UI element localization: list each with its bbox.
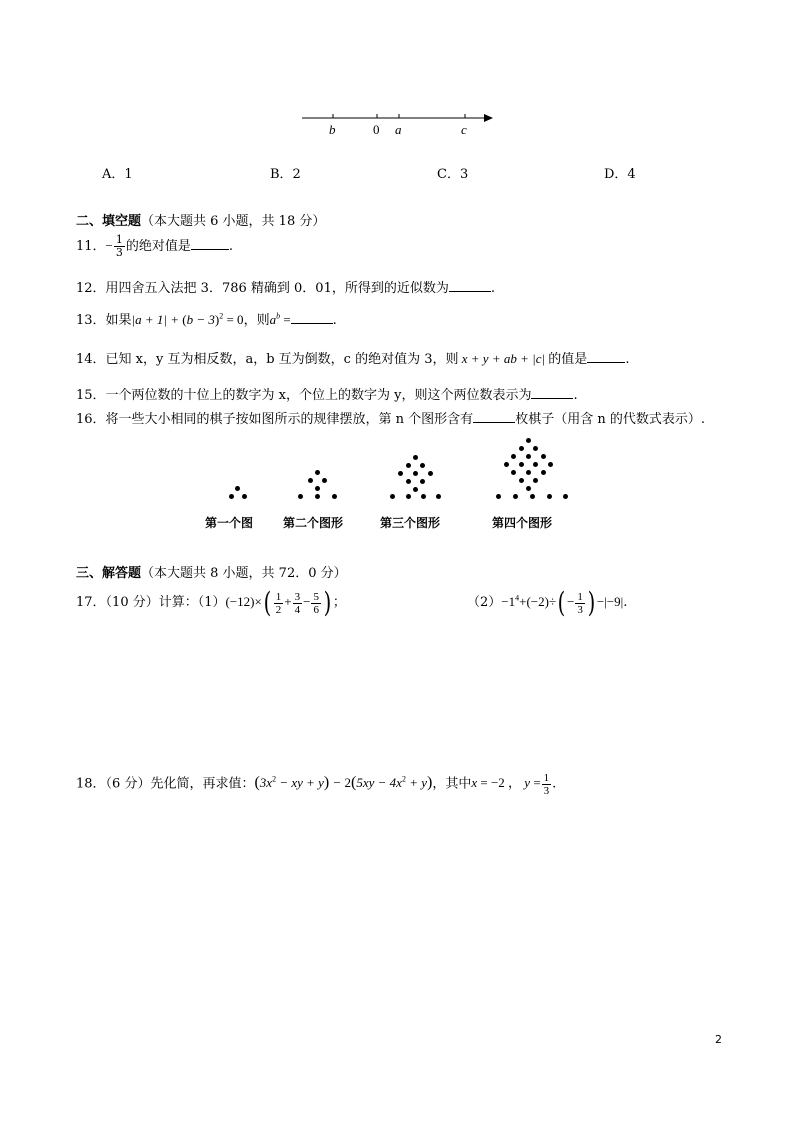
answer-blank [473,410,515,423]
q15-end: . [573,388,578,403]
question-17-part-2 [467,586,628,619]
q13-expr: $a^b$ = [269,311,291,327]
figure-4-dot [533,446,538,451]
figure-3-dot [390,494,395,499]
section2-heading [76,210,325,229]
figure-4-dot [526,454,531,459]
q14-text: 14．已知 x，y 互为相反数，a，b 互为倒数，c 的绝对值为 3，则 [76,352,459,367]
figure-caption-4: 第四个图形 [492,516,553,530]
figure-3-dot [413,471,418,476]
figure-1-dot [242,494,247,499]
question-11: 11．− $\frac{1}{3}$ 的绝对值是 . [76,233,234,259]
figure-4-dot [496,494,501,499]
q13-cond: ，则 [243,313,270,328]
q17-expr-1: (−12)×( $\frac{1}{2}$ + $\frac{3}{4}$ − $\frac{5}{6}$ ) [225,586,332,619]
section2-note: （本大题共 6 小题，共 18 分） [141,214,326,229]
figure-4-dot [526,438,531,443]
figure-3-dot [420,479,425,484]
figure-4-dot [519,446,524,451]
q16-text: 16．将一些大小相同的棋子按如图所示的规律摆放，第 n 个图形含有 [76,412,474,427]
q14-end: . [625,352,630,367]
question-18 [76,772,556,797]
figure-4-dot [526,486,531,491]
figure-4-dot [563,494,568,499]
number-line-label-c: c [461,122,467,137]
figure-2-dot [308,478,313,483]
figure-caption-2: 第二个图形 [283,516,344,530]
section2-title: 二、填空题 [76,214,142,229]
option-c: C．3 [437,167,469,182]
figure-caption-3: 第三个图形 [380,516,441,530]
figure-3-dot [413,487,418,492]
number-line-label-b: b [329,122,336,137]
q18-values: x = −2 ， y = $\frac{1}{3}$ [471,772,550,797]
q13-end: . [332,313,337,328]
q16-tail: 枚棋子（用含 n 的代数式表示）. [515,412,705,427]
figure-4-dot [511,454,516,459]
q12-end: . [490,281,495,296]
figure-2-dot [322,478,327,483]
number-line-label-zero: 0 [373,122,380,137]
figure-4-dot [519,478,524,483]
figure-4-dot [541,470,546,475]
section3-note: （本大题共 8 小题，共 72．0 分） [141,566,347,581]
q13-condition: $|a + 1| + (b - 3)^2 = 0$ [131,311,244,327]
figure-3-dot [406,463,411,468]
option-a: A．1 [102,167,133,182]
figure-4-dot [533,462,538,467]
fraction-one-third: $\frac{1}{3}$ [115,233,123,259]
question-15 [76,384,578,403]
q14-expr: x + y + ab + |c| [458,351,549,366]
figure-3-dot [406,479,411,484]
figure-3-dot [398,471,403,476]
figure-2-dot [315,494,320,499]
option-b: B．2 [270,167,301,182]
option-d: D．4 [604,167,636,182]
section3-title: 三、解答题 [76,566,142,581]
q11-end: . [228,239,234,254]
figure-4-dot [541,454,546,459]
q14-tail: 的值是 [548,352,588,367]
q17-end: . [623,594,628,610]
figure-2-dot [315,486,320,491]
question-12 [76,277,495,296]
answer-blank [449,279,491,292]
q15-text: 15．一个两位数的十位上的数字为 x，个位上的数字为 y，则这个两位数表示为 [76,388,532,403]
figure-4-dot [513,494,518,499]
figure-2-dot [315,470,320,475]
q11-number: 11． [76,239,106,254]
page-number: 2 [715,1033,722,1046]
figure-caption-1: 第一个图 [205,516,254,530]
q13-text: 13．如果 [76,313,132,328]
figure-1-dot [235,486,240,491]
figure-4-dot [504,462,509,467]
q18-where: ，其中 [432,776,472,792]
figure-4-dot [533,478,538,483]
figure-3-dot [413,455,418,460]
question-13 [76,309,337,328]
question-14 [76,348,629,367]
figure-4-dot [519,462,524,467]
q18-head: 18．（6 分）先化简，再求值： [76,776,255,792]
figure-4-dot [511,470,516,475]
figure-3-dot [420,463,425,468]
question-16 [76,408,705,427]
question-17-part-1 [76,586,346,619]
answer-blank [531,386,573,399]
figure-4-dot [526,470,531,475]
section3-heading [76,562,347,581]
figure-3-dot [421,494,426,499]
q17-semicolon: ； [332,594,346,610]
number-line-label-a: a [395,122,402,137]
q17-expr-2: $-1^4+(-2)\div$( − $\frac{1}{3}$ ) −|−9| [501,586,624,619]
answer-blank [291,311,333,324]
figure-4-dot [547,494,552,499]
figure-3-dot [406,494,411,499]
q18-expr: ($3x^2$ − xy + $y) - 2(5xy - 4x^2 + y)$ [254,774,433,792]
q17-head: 17．（10 分）计算：（1） [76,594,226,610]
q18-end: . [552,776,557,792]
figure-3-dot [436,494,441,499]
figure-1-dot [229,494,234,499]
figure-2-dot [332,494,337,499]
figure-4-dot [530,494,535,499]
q12-text: 12．用四舍五入法把 3．786 精确到 0．01，所得到的近似数为 [76,281,449,296]
figure-2-dot [298,494,303,499]
answer-blank [587,350,625,363]
answer-blank [191,237,229,250]
q11-text: 的绝对值是 [125,239,191,254]
q17-part2-label: （2） [467,594,502,610]
figure-3-dot [428,471,433,476]
figure-4-dot [548,462,553,467]
